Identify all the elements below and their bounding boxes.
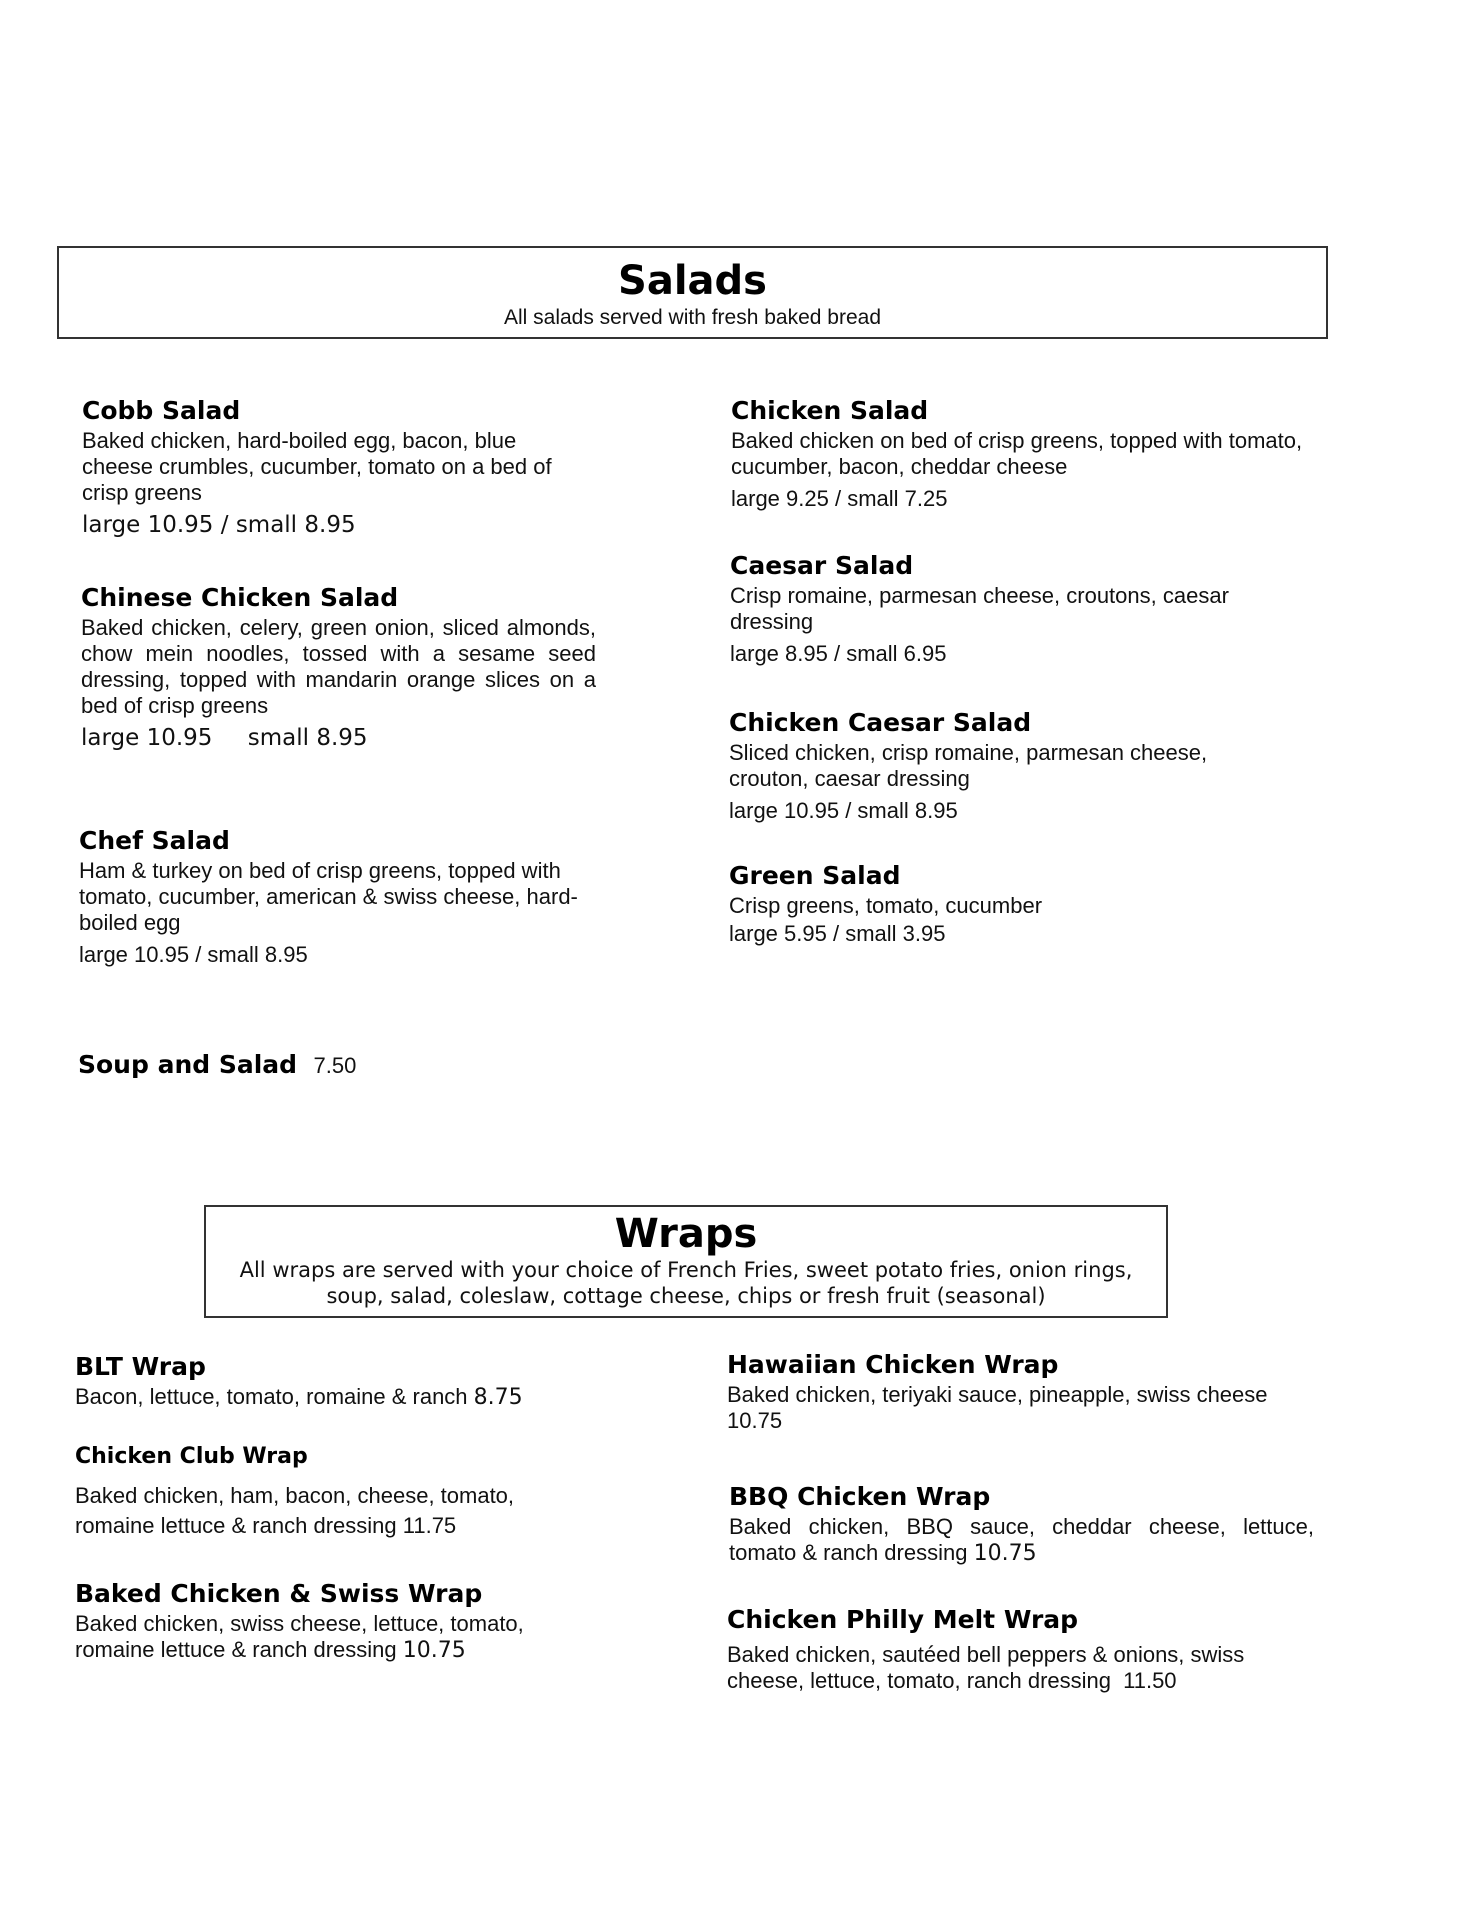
item-price: large 10.95 / small 8.95: [729, 798, 958, 823]
item-price: 8.75: [473, 1385, 523, 1410]
item-description: Baked chicken, celery, green onion, sliced almonds, chow mein noodles, tossed with a sesame seed dressing, topped with mandarin orange slices on a bed of crisp greens: [81, 615, 596, 718]
item-description: Baked chicken, ham, bacon, cheese, tomato, romaine lettuce & ranch dressing: [75, 1483, 515, 1538]
menu-item-chef-salad: [79, 826, 599, 968]
item-price: large 8.95 / small 6.95: [730, 641, 947, 666]
item-price: 11.50: [1123, 1668, 1177, 1693]
item-name: BLT Wrap: [75, 1352, 206, 1381]
item-name: Chinese Chicken Salad: [81, 583, 399, 612]
item-price: large 5.95 / small 3.95: [729, 921, 946, 946]
item-name: Chicken Philly Melt Wrap: [727, 1605, 1079, 1634]
item-description: Crisp greens, tomato, cucumber: [729, 893, 1043, 918]
menu-item-soup-and-salad: [78, 1050, 478, 1079]
item-description: Baked chicken, sautéed bell peppers & onions, swiss cheese, lettuce, tomato, ranch dressing: [727, 1642, 1245, 1693]
menu-item-chicken-caesar-salad: [729, 708, 1289, 824]
salads-title: Salads: [618, 258, 767, 304]
item-description: Bacon, lettuce, tomato, romaine & ranch: [75, 1384, 468, 1409]
price-large: large 10.95: [81, 725, 213, 751]
wraps-title: Wraps: [614, 1211, 758, 1257]
item-description: Baked chicken on bed of crisp greens, topped with tomato, cucumber, bacon, cheddar cheese: [731, 428, 1303, 479]
item-price: 10.75: [973, 1541, 1037, 1566]
price-small: small 8.95: [247, 725, 368, 751]
salads-subtitle: All salads served with fresh baked bread: [503, 306, 882, 329]
menu-item-cobb-salad: [82, 396, 562, 538]
menu-item-chicken-club-wrap: [75, 1444, 595, 1541]
menu-item-bbq-chicken-wrap: [729, 1482, 1314, 1567]
wraps-header-box: [204, 1205, 1168, 1318]
item-name: Chicken Caesar Salad: [729, 708, 1032, 737]
item-name: Baked Chicken & Swiss Wrap: [75, 1579, 483, 1608]
item-description: Sliced chicken, crisp romaine, parmesan cheese, crouton, caesar dressing: [729, 740, 1208, 791]
item-description: Crisp romaine, parmesan cheese, croutons, caesar dressing: [730, 583, 1229, 634]
menu-item-hawaiian-chicken-wrap: [727, 1350, 1317, 1434]
menu-item-chicken-philly-melt-wrap: [727, 1605, 1287, 1694]
item-price: large 9.25 / small 7.25: [731, 486, 948, 511]
item-price: 10.75: [402, 1638, 466, 1663]
item-description: Baked chicken, hard-boiled egg, bacon, blue cheese crumbles, cucumber, tomato on a bed of crisp greens: [82, 428, 552, 505]
item-name: Chicken Club Wrap: [75, 1444, 308, 1469]
item-description: Baked chicken, swiss cheese, lettuce, tomato, romaine lettuce & ranch dressing: [75, 1611, 524, 1662]
item-description: Baked chicken, BBQ sauce, cheddar cheese, lettuce, tomato & ranch dressing: [729, 1514, 1314, 1565]
item-price: 7.50: [313, 1053, 357, 1078]
item-description: Ham & turkey on bed of crisp greens, topped with tomato, cucumber, american & swiss cheese, hard-boiled egg: [79, 858, 578, 935]
item-price: large 10.95 / small 8.95: [82, 512, 356, 538]
menu-item-blt-wrap: [75, 1352, 635, 1411]
item-description: Baked chicken, teriyaki sauce, pineapple, swiss cheese: [727, 1382, 1268, 1407]
wraps-subtitle: All wraps are served with your choice of French Fries, sweet potato fries, onion rings, soup, salad, coleslaw, cottage cheese, chips or fresh fruit (seasonal): [239, 1258, 1133, 1308]
salads-header-box: [57, 246, 1328, 339]
menu-item-chicken-salad: [731, 396, 1341, 512]
item-name: Hawaiian Chicken Wrap: [727, 1350, 1059, 1379]
item-name: Chef Salad: [79, 826, 230, 855]
item-price: 10.75: [727, 1408, 783, 1433]
item-name: Soup and Salad: [78, 1050, 298, 1079]
menu-item-caesar-salad: [730, 551, 1290, 667]
item-name: Caesar Salad: [730, 551, 914, 580]
menu-item-green-salad: [729, 861, 1289, 947]
item-name: Green Salad: [729, 861, 901, 890]
item-name: BBQ Chicken Wrap: [729, 1482, 991, 1511]
item-name: Cobb Salad: [82, 396, 241, 425]
menu-item-chinese-chicken-salad: [81, 583, 596, 751]
item-price: [81, 725, 596, 751]
item-price: 11.75: [402, 1513, 457, 1538]
item-price: large 10.95 / small 8.95: [79, 942, 308, 967]
item-name: Chicken Salad: [731, 396, 929, 425]
menu-item-baked-chicken-swiss-wrap: [75, 1579, 595, 1664]
